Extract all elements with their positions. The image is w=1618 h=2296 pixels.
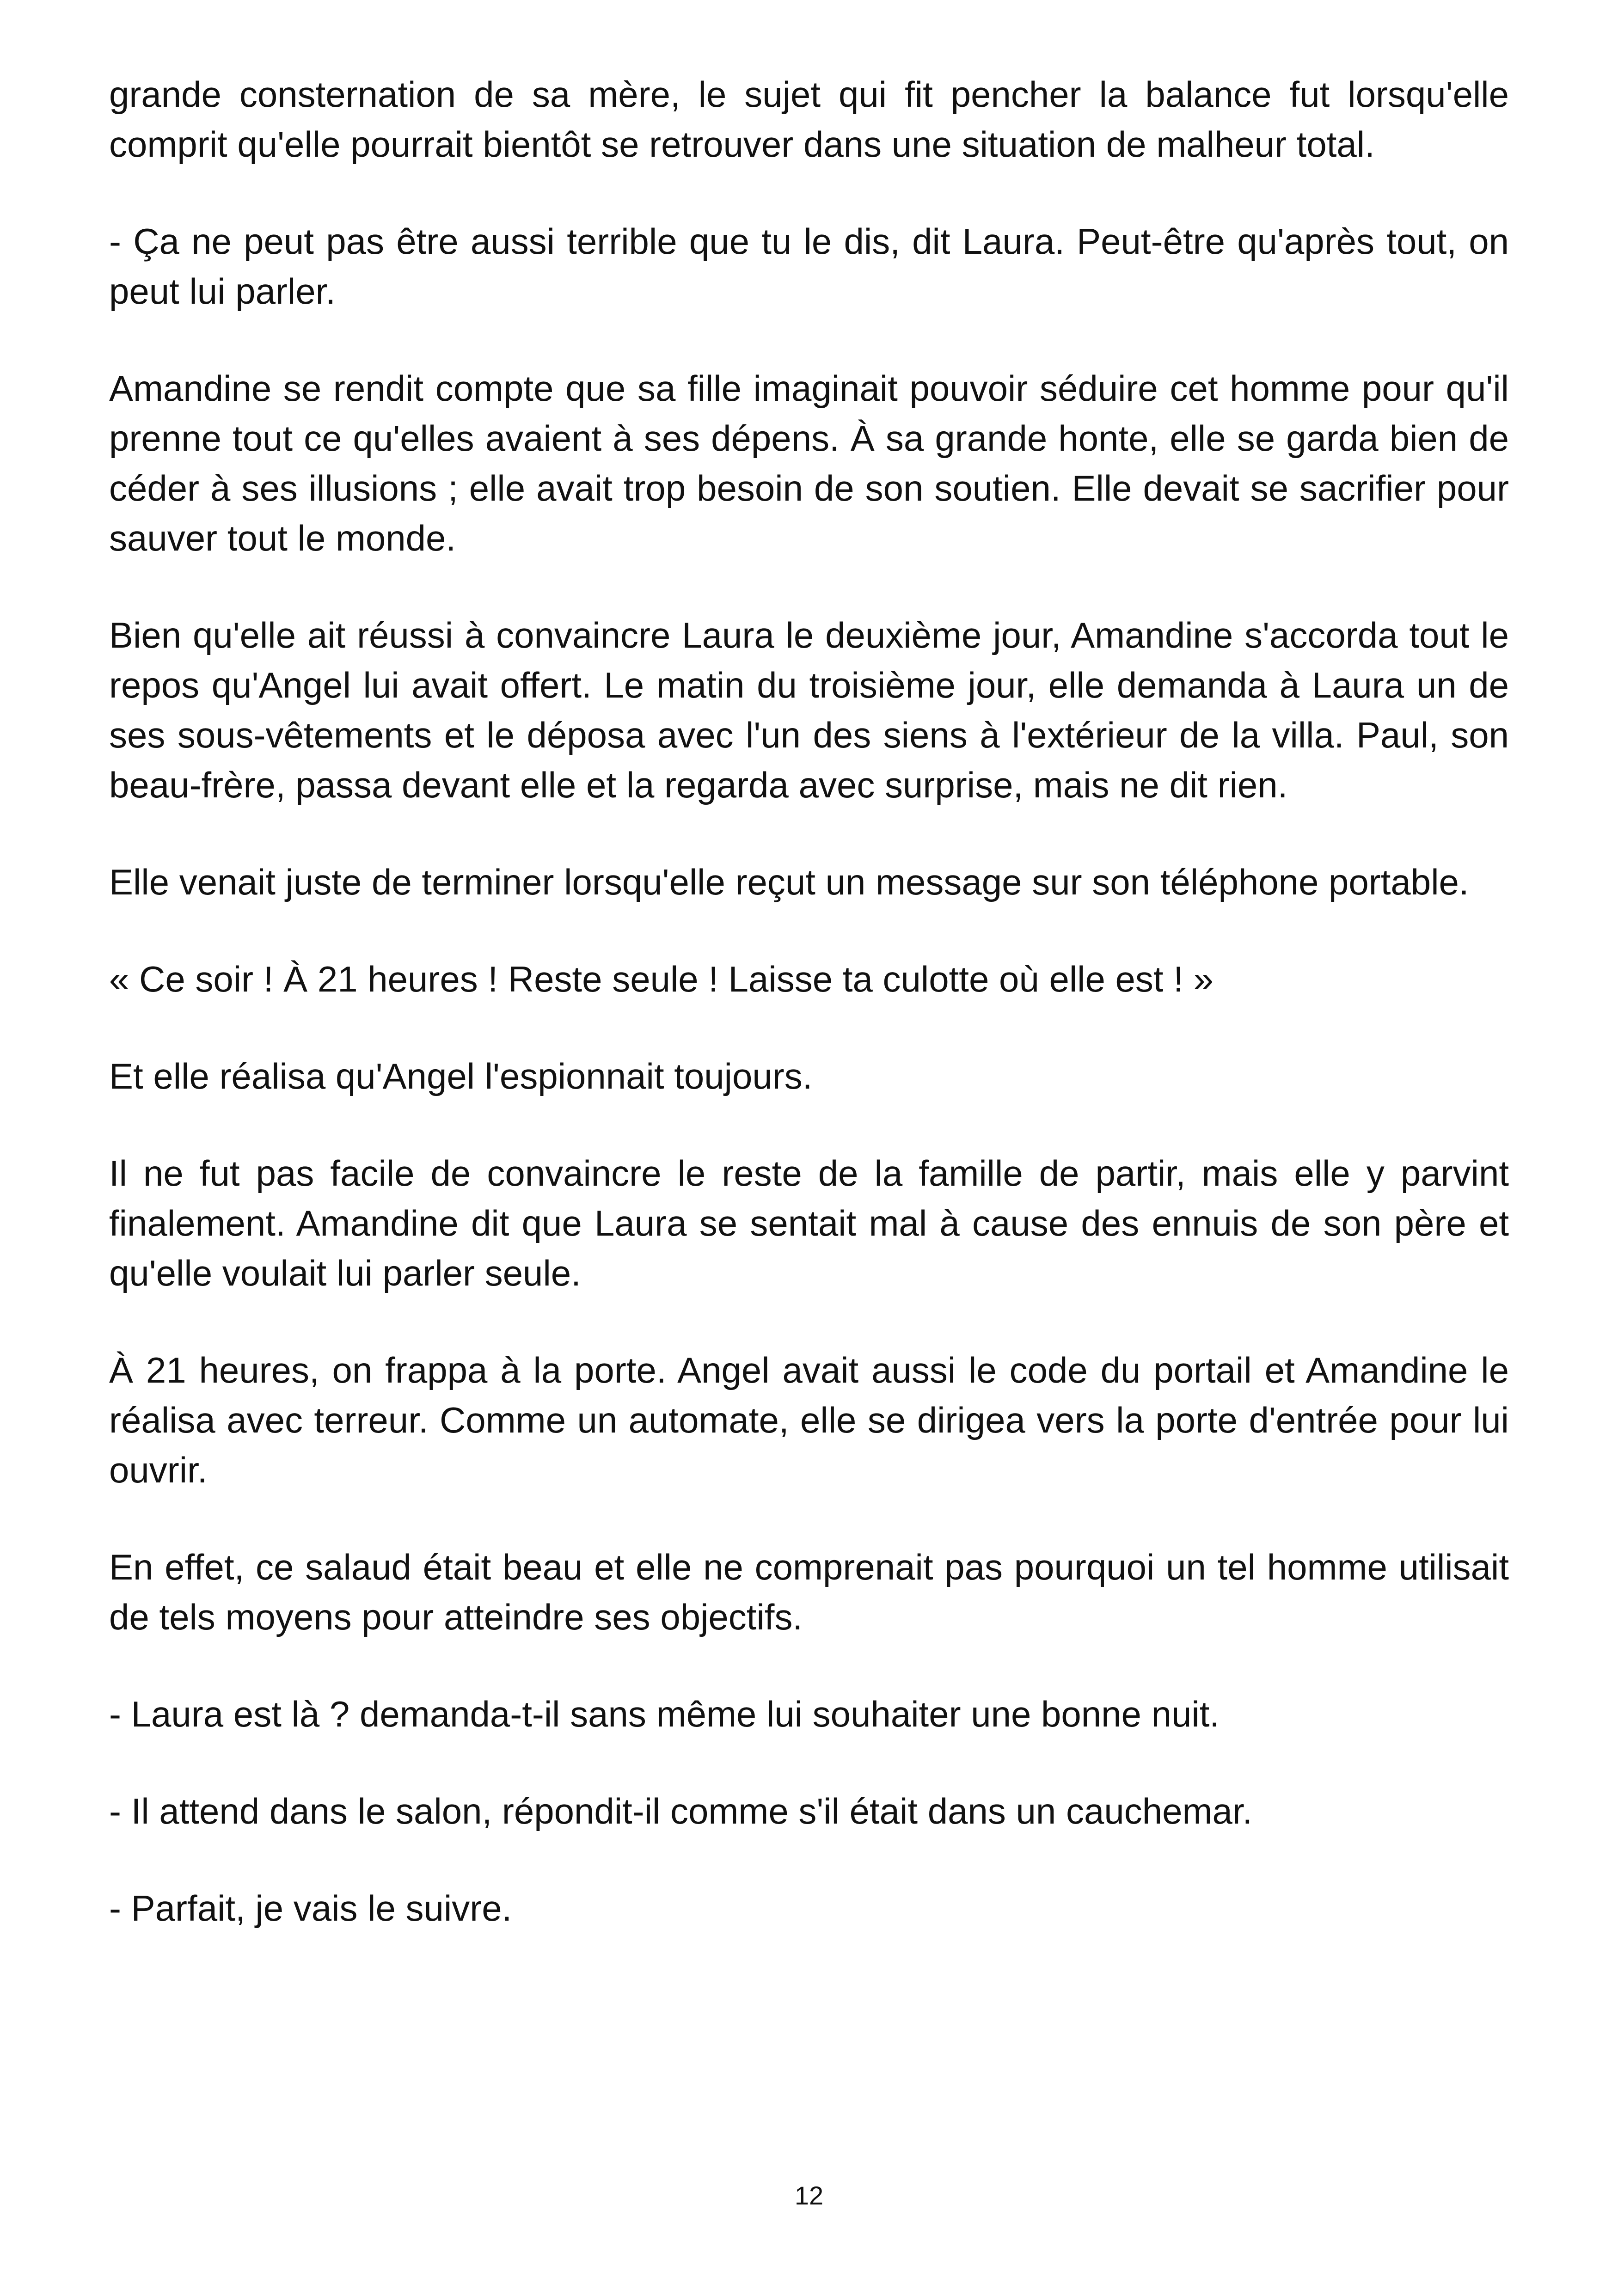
paragraph: Amandine se rendit compte que sa fille imaginait pouvoir séduire cet homme pour qu'il prenne tout ce qu'elles avaient à ses dépens. À sa grande honte, elle se garda bien de céder à ses illusions ; elle avait trop besoin de son soutien. Elle devait se sacrifier pour sauver tout le monde. xyxy=(109,368,1509,558)
paragraph: En effet, ce salaud était beau et elle ne comprenait pas pourquoi un tel homme utilisait de tels moyens pour atteindre ses objectifs. xyxy=(109,1547,1509,1637)
page-number: 12 xyxy=(794,2181,824,2210)
paragraph: À 21 heures, on frappa à la porte. Angel avait aussi le code du portail et Amandine le réalisa avec terreur. Comme un automate, elle se dirigea vers la porte d'entrée pour lui ouvrir. xyxy=(109,1350,1509,1490)
paragraph: « Ce soir ! À 21 heures ! Reste seule ! Laisse ta culotte où elle est ! » xyxy=(109,959,1214,999)
paragraph: Et elle réalisa qu'Angel l'espionnait toujours. xyxy=(109,1056,813,1096)
paragraph: Il ne fut pas facile de convaincre le reste de la famille de partir, mais elle y parvint finalement. Amandine dit que Laura se sentait mal à cause des ennuis de son père et qu'elle voulait lui parler seule. xyxy=(109,1153,1509,1293)
paragraph: Elle venait juste de terminer lorsqu'elle reçut un message sur son téléphone portable. xyxy=(109,862,1469,902)
paragraph: - Laura est là ? demanda-t-il sans même lui souhaiter une bonne nuit. xyxy=(109,1694,1220,1734)
paragraph: grande consternation de sa mère, le sujet qui fit pencher la balance fut lorsqu'elle comprit qu'elle pourrait bientôt se retrouver dans une situation de malheur total. xyxy=(109,74,1509,165)
body-text xyxy=(109,69,1509,1980)
paragraph: - Parfait, je vais le suivre. xyxy=(109,1888,512,1929)
paragraph: Bien qu'elle ait réussi à convaincre Laura le deuxième jour, Amandine s'accorda tout le repos qu'Angel lui avait offert. Le matin du troisième jour, elle demanda à Laura un de ses sous-vêtements et le déposa avec l'un des siens à l'extérieur de la villa. Paul, son beau-frère, passa devant elle et la regarda avec surprise, mais ne dit rien. xyxy=(109,615,1509,805)
paragraph: - Ça ne peut pas être aussi terrible que tu le dis, dit Laura. Peut-être qu'après tout, on peut lui parler. xyxy=(109,221,1509,312)
paragraph: - Il attend dans le salon, répondit-il comme s'il était dans un cauchemar. xyxy=(109,1791,1253,1831)
